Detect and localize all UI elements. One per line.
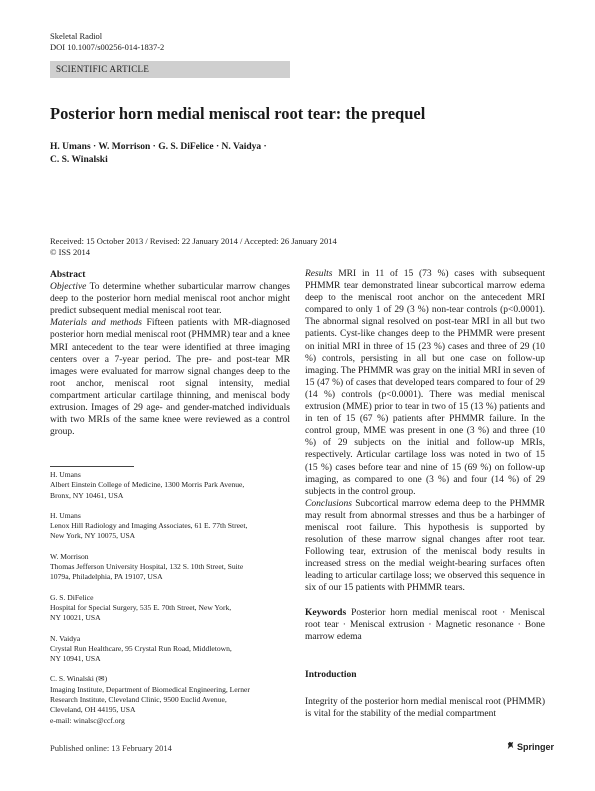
affiliation-6	[50, 674, 290, 725]
affiliation-line: Lenox Hill Radiology and Imaging Associates, 61 E. 77th Street,	[50, 521, 248, 531]
affiliation-name: H. Umans	[50, 510, 81, 520]
affiliation-line: Cleveland, OH 44195, USA	[50, 705, 136, 715]
affiliation-line: NY 10021, USA	[50, 613, 101, 623]
article-title: Posterior horn medial meniscal root tear: the prequel	[50, 104, 426, 123]
keywords-text: Posterior horn medial meniscal root · Meniscal root tear · Meniscal extrusion · Magnetic resonance · Bone marrow edema	[305, 607, 546, 642]
objective-label: Objective	[50, 282, 87, 293]
abstract-methods	[50, 317, 290, 438]
doi: DOI 10.1007/s00256-014-1837-2	[50, 42, 165, 52]
abstract-left-column	[50, 269, 290, 438]
affiliation-line: Albert Einstein College of Medicine, 1300 Morris Park Avenue,	[50, 480, 245, 490]
introduction-text: Integrity of the posterior horn medial meniscal root (PHMMR) is vital for the stability of the medial compartment	[305, 696, 545, 719]
affiliation-line: NY 10941, USA	[50, 654, 101, 664]
copyright: © ISS 2014	[50, 247, 90, 257]
conclusions-text: Subcortical marrow edema deep to the PHMMR may result from abnormal stresses and thus be a harbinger of meniscal root failure. This hypothesis is supported by resolution of these marrow signal changes after root tear. Following tear, extrusion of the meniscal body results in increased stress on the medial weight-bearing surfaces often leading to articular cartilage loss; we observed this sequence in six of our 15 patients with PHMMR tears.	[305, 498, 546, 594]
publisher-logo	[506, 741, 554, 752]
springer-horse-icon	[506, 741, 515, 752]
affiliation-line: Hospital for Special Surgery, 535 E. 70th Street, New York,	[50, 602, 232, 612]
objective-text: To determine whether subarticular marrow changes deep to the posterior horn medial meniscal root anchor might predict subsequent medial meniscal root tear.	[50, 282, 290, 317]
affiliation-line: Bronx, NY 10461, USA	[50, 490, 124, 500]
affiliation-line: Imaging Institute, Department of Biomedical Engineering, Lerner	[50, 684, 250, 694]
article-history	[50, 236, 337, 258]
abstract-conclusions	[305, 498, 545, 595]
journal-name: Skeletal Radiol	[50, 31, 103, 41]
affiliation-name: W. Morrison	[50, 551, 89, 561]
methods-text: Fifteen patients with MR-diagnosed posterior horn medial meniscal root (PHMMR) tear and a knee MRI antecedent to the tear were identified at three imaging centers over a 7-year period. The pre- and post-tear MR images were evaluated for marrow signal changes deep to the root anchor, meniscal root signal intensity, medial compartment articular cartilage thinning, and meniscal body extrusion. Images of 29 age- and gender-matched individuals with two MRIs of the same knee were reviewed as a control group.	[50, 318, 291, 438]
abstract-heading: Abstract	[50, 270, 86, 280]
affiliation-name: C. S. Winalski (✉)	[50, 674, 108, 684]
publisher-name: Springer	[517, 742, 555, 752]
affiliation-line: New York, NY 10075, USA	[50, 531, 136, 541]
authors-line-2: C. S. Winalski	[50, 155, 108, 165]
methods-label: Materials and methods	[50, 318, 142, 329]
affiliation-name: G. S. DiFelice	[50, 592, 94, 602]
keywords-label: Keywords	[305, 607, 347, 618]
affiliation-4	[50, 593, 290, 624]
abstract-objective	[50, 281, 290, 317]
article-type: SCIENTIFIC ARTICLE	[56, 64, 150, 74]
abstract-right-column	[305, 268, 545, 720]
results-text: MRI in 11 of 15 (73 %) cases with subsequent PHMMR tear demonstrated linear subcortical marrow edema deep to the meniscal root anchor on the antecedent MRI compared to only 1 of 29 (3 %) non-tear controls (p<0.0001). The abnormal signal resolved on post-tear MRI in all but two patients. Cyst-like changes deep to the PHMMR were present on initial MRI in three of 15 (23 %) cases and three of 29 (10 %) controls, persisting in all but one case on follow-up imaging. The PHMMR was gray on the initial MRI in seven of 15 (47 %) of cases that developed tears compared to four of 29 (14 %) controls (p<0.0001). There was medial meniscal extrusion (MME) prior to tear in two of 15 (13 %) patients and in ten of 15 (67 %) patients after PHMMR failure. In the control group, MME was present in one (3 %) and three (10 %) of 29 subjects on the initial and follow-up MRIs, respectively. Articular cartilage loss was noted in two of 15 (15 %) cases before tear and nine of 15 (69 %) on follow-up imaging, as compared to one (3 %) and four (14 %) of 29 subjects in the control group.	[305, 269, 545, 497]
affiliation-2	[50, 511, 290, 542]
introduction-heading: Introduction	[305, 669, 357, 680]
article-type-banner	[50, 61, 290, 78]
affiliation-line: Thomas Jefferson University Hospital, 132 S. 10th Street, Suite	[50, 562, 244, 572]
affiliation-1	[50, 470, 290, 501]
corresponding-email[interactable]: e-mail: winalsc@ccf.org	[50, 715, 125, 725]
affiliation-line: Crystal Run Healthcare, 95 Crystal Run Road, Middletown,	[50, 643, 232, 653]
affiliation-3	[50, 552, 290, 583]
affiliation-line: Research Institute, Cleveland Clinic, 9500 Euclid Avenue,	[50, 695, 227, 705]
affiliation-line: 1079a, Philadelphia, PA 19107, USA	[50, 572, 163, 582]
authors-line-1: H. Umans · W. Morrison · G. S. DiFelice · N. Vaidya ·	[50, 142, 267, 152]
history-dates: Received: 15 October 2013 / Revised: 22 January 2014 / Accepted: 26 January 2014	[50, 236, 337, 246]
abstract-results	[305, 268, 545, 498]
published-online: Published online: 13 February 2014	[50, 743, 172, 753]
results-label: Results	[305, 269, 333, 279]
affiliations	[50, 470, 290, 736]
author-list	[50, 141, 350, 167]
affiliation-5	[50, 634, 290, 665]
journal-header	[50, 31, 164, 53]
affiliation-name: N. Vaidya	[50, 633, 81, 643]
footnote-divider	[50, 466, 134, 467]
affiliation-name: H. Umans	[50, 470, 81, 479]
conclusions-label: Conclusions	[305, 498, 352, 509]
keywords	[305, 607, 545, 643]
